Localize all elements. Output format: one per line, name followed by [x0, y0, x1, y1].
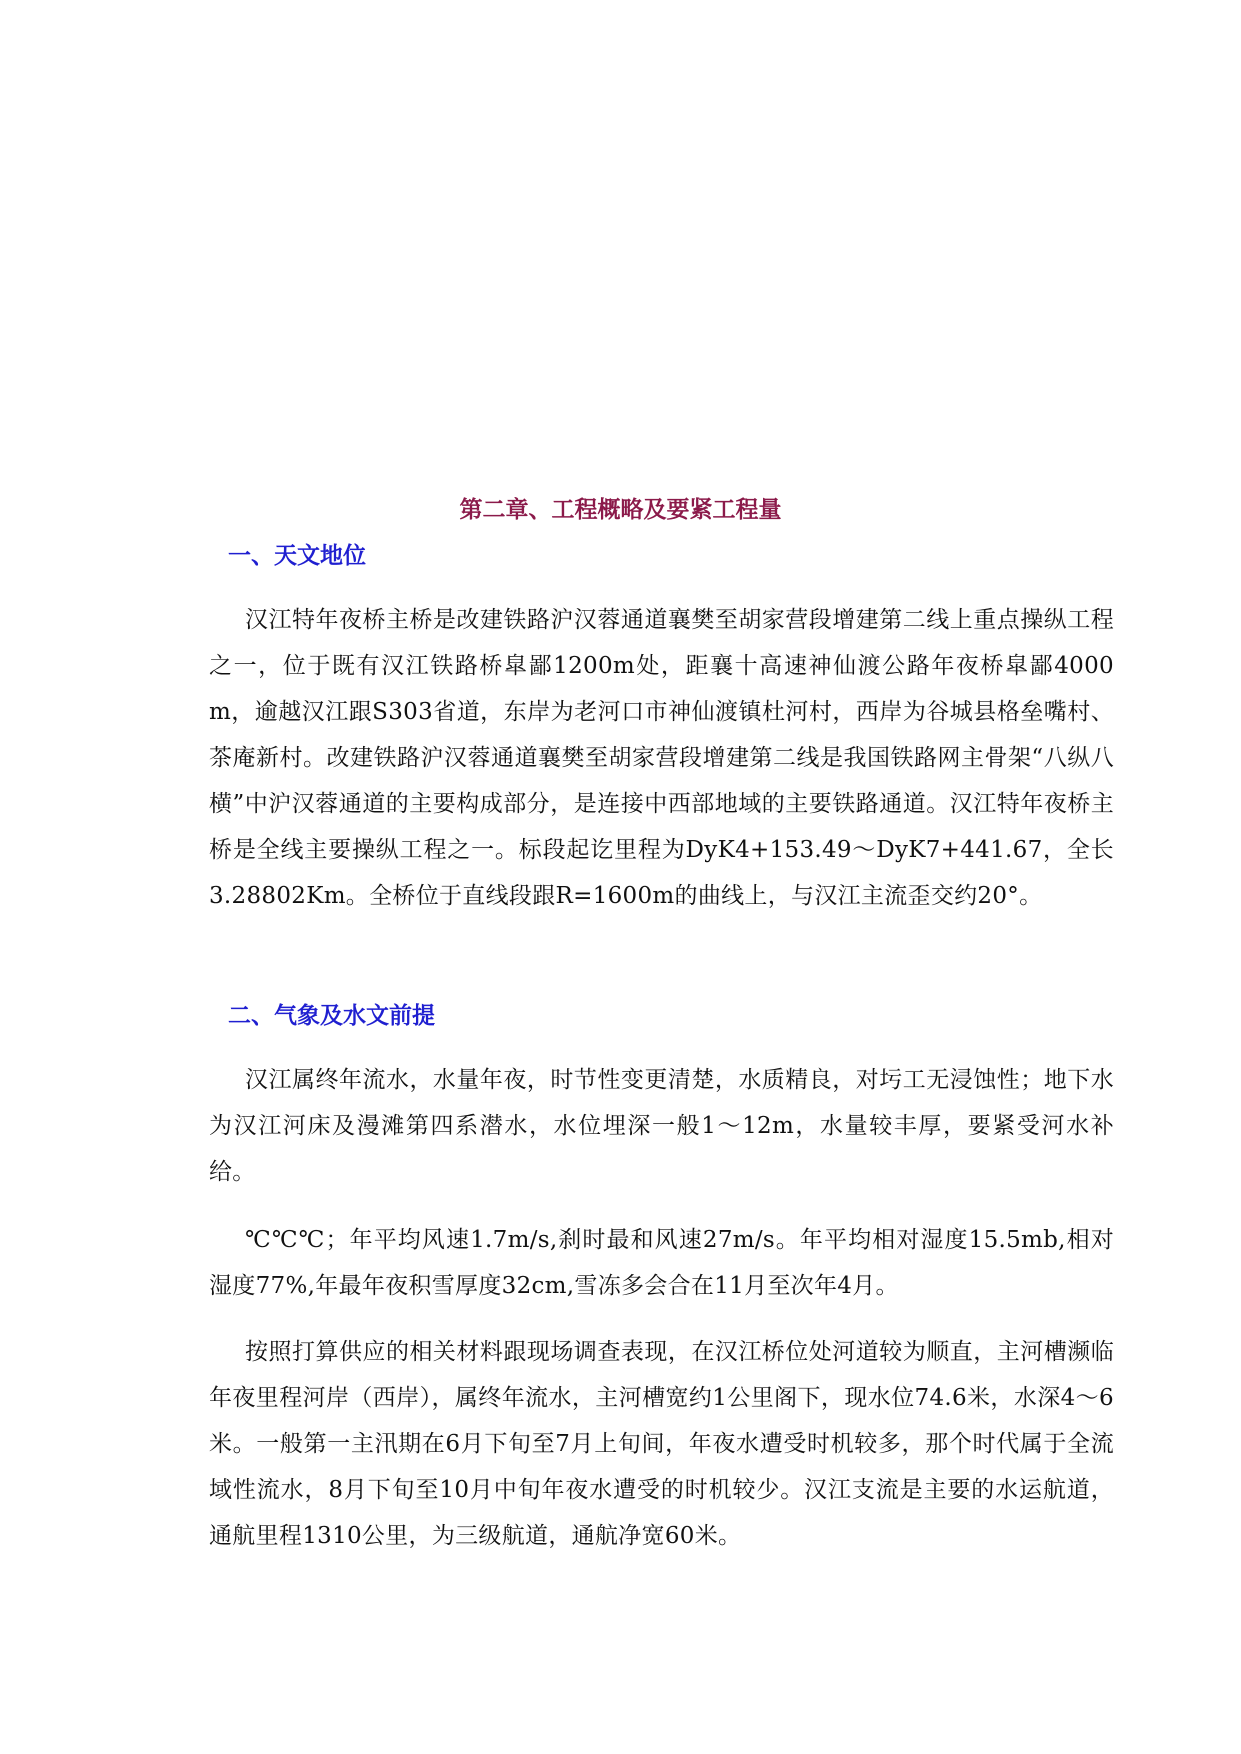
paragraph-hydrology: 汉江属终年流水，水量年夜，时节性变更清楚，水质精良，对圬工无浸蚀性；地下水为汉江河床及漫滩第四系潜水，水位埋深一般1～12m，水量较丰厚，要紧受河水补给。 [209, 1067, 1114, 1185]
paragraph-location: 汉江特年夜桥主桥是改建铁路沪汉蓉通道襄樊至胡家营段增建第二线上重点操纵工程之一，位于既有汉江铁路桥皐鄙1200m处，距襄十高速神仙渡公路年夜桥皐鄙4000m，逾越汉江跟S303省道，东岸为老河口市神仙渡镇杜河村，西岸为谷城县格垒嘴村、茶庵新村。改建铁路沪汉蓉通道襄樊至胡家营段增建第二线是我国铁路网主骨架“八纵八横”中沪汉蓉通道的主要构成部分，是连接中西部地域的主要铁路通道。汉江特年夜桥主桥是全线主要操纵工程之一。标段起讫里程为DyK4+153.49～DyK7+441.67，全长3.28802Km。全桥位于直线段跟R=1600m的曲线上，与汉江主流歪交约20°。 [209, 607, 1114, 909]
chapter-title: 第二章、工程概略及要紧工程量 [459, 496, 782, 523]
paragraph-climate: ℃℃℃；年平均风速1.7m/s,刹时最和风速27m/s。年平均相对湿度15.5mb,相对湿度77%,年最年夜积雪厚度32cm,雪冻多会合在11月至次年4月。 [209, 1227, 1114, 1299]
paragraph-river-survey: 按照打算供应的相关材料跟现场调查表现，在汉江桥位处河道较为顺直，主河槽濒临年夜里程河岸（西岸），属终年流水，主河槽宽约1公里阁下，现水位74.6米，水深4～6米。一般第一主汛期在6月下旬至7月上旬间，年夜水遭受时机较多，那个时代属于全流域性流水，8月下旬至10月中旬年夜水遭受的时机较少。汉江支流是主要的水运航道，通航里程1310公里，为三级航道，通航净宽60米。 [209, 1339, 1114, 1549]
section-heading-location: 一、天文地位 [228, 542, 366, 569]
section-heading-climate-hydrology: 二、气象及水文前提 [228, 1002, 435, 1029]
